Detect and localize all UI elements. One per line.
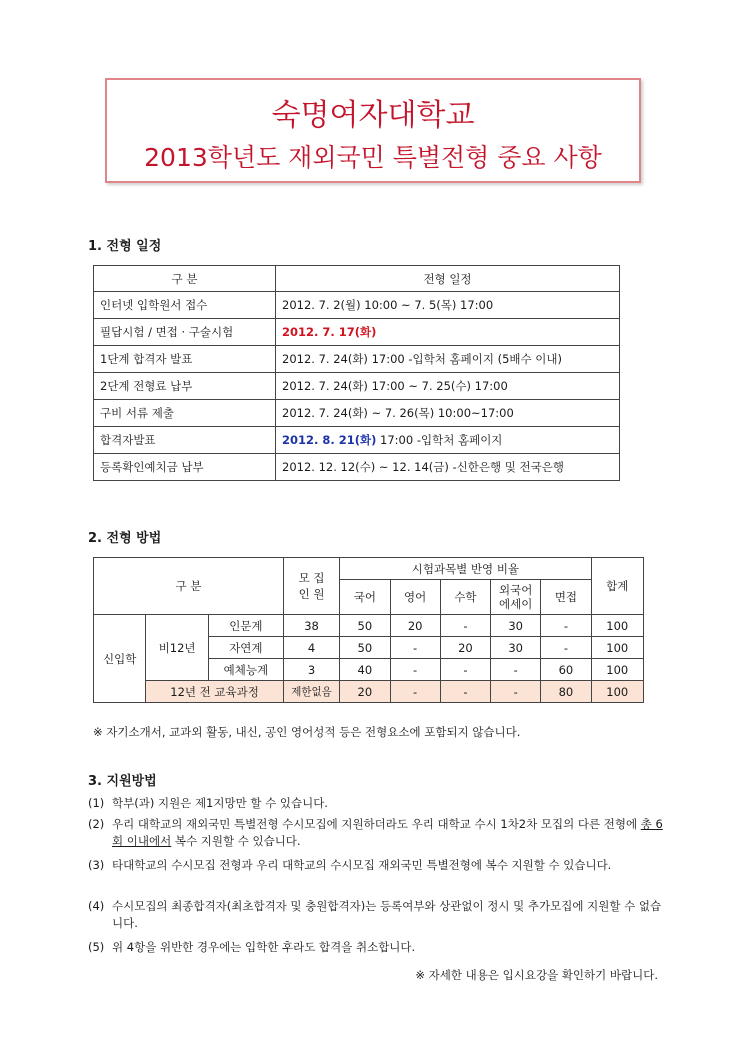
schedule-value: 2012. 12. 12(수) ~ 12. 14(금) -신한은행 및 전국은행 — [276, 454, 620, 481]
schedule-label: 인터넷 입학원서 접수 — [94, 292, 276, 319]
subgroup-label: 비12년 — [146, 615, 209, 681]
header-quota: 모 집 인 원 — [283, 558, 339, 615]
exam-date-highlight: 2012. 7. 17(화) — [282, 325, 377, 339]
group-label: 신입학 — [94, 615, 146, 703]
score-value: - — [541, 615, 591, 637]
table-row — [94, 454, 620, 481]
school-title: 숙명여자대학교 — [271, 98, 475, 133]
score-value: 20 — [340, 681, 390, 703]
score-value: - — [390, 637, 440, 659]
schedule-value: 2012. 7. 24(화) 17:00 ~ 7. 25(수) 17:00 — [276, 373, 620, 400]
score-value: - — [541, 637, 591, 659]
score-value: 80 — [541, 681, 591, 703]
score-value: - — [440, 659, 490, 681]
quota-value: 4 — [283, 637, 339, 659]
schedule-value: 2012. 7. 24(화) ~ 7. 26(목) 10:00~17:00 — [276, 400, 620, 427]
header-category: 구 분 — [94, 266, 276, 292]
table-row — [94, 292, 620, 319]
score-value: 20 — [440, 637, 490, 659]
track-label: 예체능계 — [208, 659, 283, 681]
score-value: - — [390, 681, 440, 703]
table-header-row — [94, 266, 620, 292]
score-value: 60 — [541, 659, 591, 681]
method-note: ※ 자기소개서, 교과외 활동, 내신, 공인 영어성적 등은 전형요소에 포함되지 않습니다. — [93, 725, 521, 739]
table-row-highlight — [94, 681, 644, 703]
table-row — [94, 346, 620, 373]
list-text: 수시모집의 최종합격자(최초합격자 및 충원합격자)는 등록여부와 상관없이 정시 및 추가모집에 지원할 수 없습니다. — [112, 899, 662, 930]
list-number: (1) — [88, 796, 105, 810]
score-value: - — [440, 681, 490, 703]
list-number: (2) — [88, 817, 105, 831]
schedule-value: 2012. 7. 2(월) 10:00 ~ 7. 5(목) 17:00 — [276, 292, 620, 319]
header-category: 구 분 — [94, 558, 284, 615]
schedule-label: 2단계 전형료 납부 — [94, 373, 276, 400]
section3-heading: 3. 지원방법 — [88, 774, 157, 789]
score-value: - — [491, 681, 541, 703]
total-value: 100 — [591, 681, 643, 703]
schedule-table — [93, 265, 620, 481]
total-value: 100 — [591, 615, 643, 637]
header-subject: 국어 — [340, 580, 390, 615]
list-text: 위 4항을 위반한 경우에는 입학한 후라도 합격을 취소합니다. — [112, 940, 416, 954]
list-text: 우리 대학교의 재외국민 특별전형 수시모집에 지원하더라도 우리 대학교 수시 1차2차 모집의 다른 전형에 — [112, 817, 641, 831]
header-subject: 면접 — [541, 580, 591, 615]
header-schedule: 전형 일정 — [276, 266, 620, 292]
table-header-row — [94, 558, 644, 580]
score-value: 30 — [491, 637, 541, 659]
list-text: 타대학교의 수시모집 전형과 우리 대학교의 수시모집 재외국민 특별전형에 복수 지원할 수 있습니다. — [112, 858, 612, 872]
quota-value: 38 — [283, 615, 339, 637]
header-subject: 수학 — [440, 580, 490, 615]
section2-heading: 2. 전형 방법 — [88, 531, 162, 546]
list-text: 복수 지원할 수 있습니다. — [171, 834, 301, 848]
score-value: 50 — [340, 637, 390, 659]
document-subtitle: 2013학년도 재외국민 특별전형 중요 사항 — [144, 143, 602, 172]
schedule-value: 17:00 -입학처 홈페이지 — [376, 433, 503, 447]
schedule-label: 등록확인예치금 납부 — [94, 454, 276, 481]
list-text-underlined: 총 6회 이내에서 — [112, 817, 663, 848]
quota-value: 제한없음 — [283, 681, 339, 703]
table-row — [94, 615, 644, 637]
list-text: 학부(과) 지원은 제1지망만 할 수 있습니다. — [112, 796, 328, 810]
total-value: 100 — [591, 659, 643, 681]
list-number: (3) — [88, 858, 105, 872]
table-row — [94, 319, 620, 346]
header-subject: 영어 — [390, 580, 440, 615]
schedule-label: 구비 서류 제출 — [94, 400, 276, 427]
list-number: (4) — [88, 899, 105, 913]
announce-date-highlight: 2012. 8. 21(화) — [282, 433, 377, 447]
schedule-value: 2012. 7. 24(화) 17:00 -입학처 홈페이지 (5배수 이내) — [276, 346, 620, 373]
track-label: 자연계 — [208, 637, 283, 659]
score-value: - — [491, 659, 541, 681]
schedule-label: 합격자발표 — [94, 427, 276, 454]
header-total: 합계 — [591, 558, 643, 615]
table-row — [94, 427, 620, 454]
method-table — [93, 557, 644, 703]
score-value: 20 — [390, 615, 440, 637]
score-value: - — [390, 659, 440, 681]
schedule-label: 필답시험 / 면접 · 구술시험 — [94, 319, 276, 346]
footer-note: ※ 자세한 내용은 입시요강을 확인하기 바랍니다. — [415, 968, 658, 982]
header-subject: 외국어 에세이 — [491, 580, 541, 615]
score-value: 50 — [340, 615, 390, 637]
header-ratio: 시험과목별 반영 비율 — [340, 558, 591, 580]
track-label: 12년 전 교육과정 — [146, 681, 283, 703]
title-box — [105, 78, 641, 183]
track-label: 인문계 — [208, 615, 283, 637]
table-row — [94, 373, 620, 400]
score-value: - — [440, 615, 490, 637]
score-value: 30 — [491, 615, 541, 637]
schedule-label: 1단계 합격자 발표 — [94, 346, 276, 373]
table-row — [94, 400, 620, 427]
list-number: (5) — [88, 940, 105, 954]
score-value: 40 — [340, 659, 390, 681]
total-value: 100 — [591, 637, 643, 659]
quota-value: 3 — [283, 659, 339, 681]
section1-heading: 1. 전형 일정 — [88, 239, 162, 254]
